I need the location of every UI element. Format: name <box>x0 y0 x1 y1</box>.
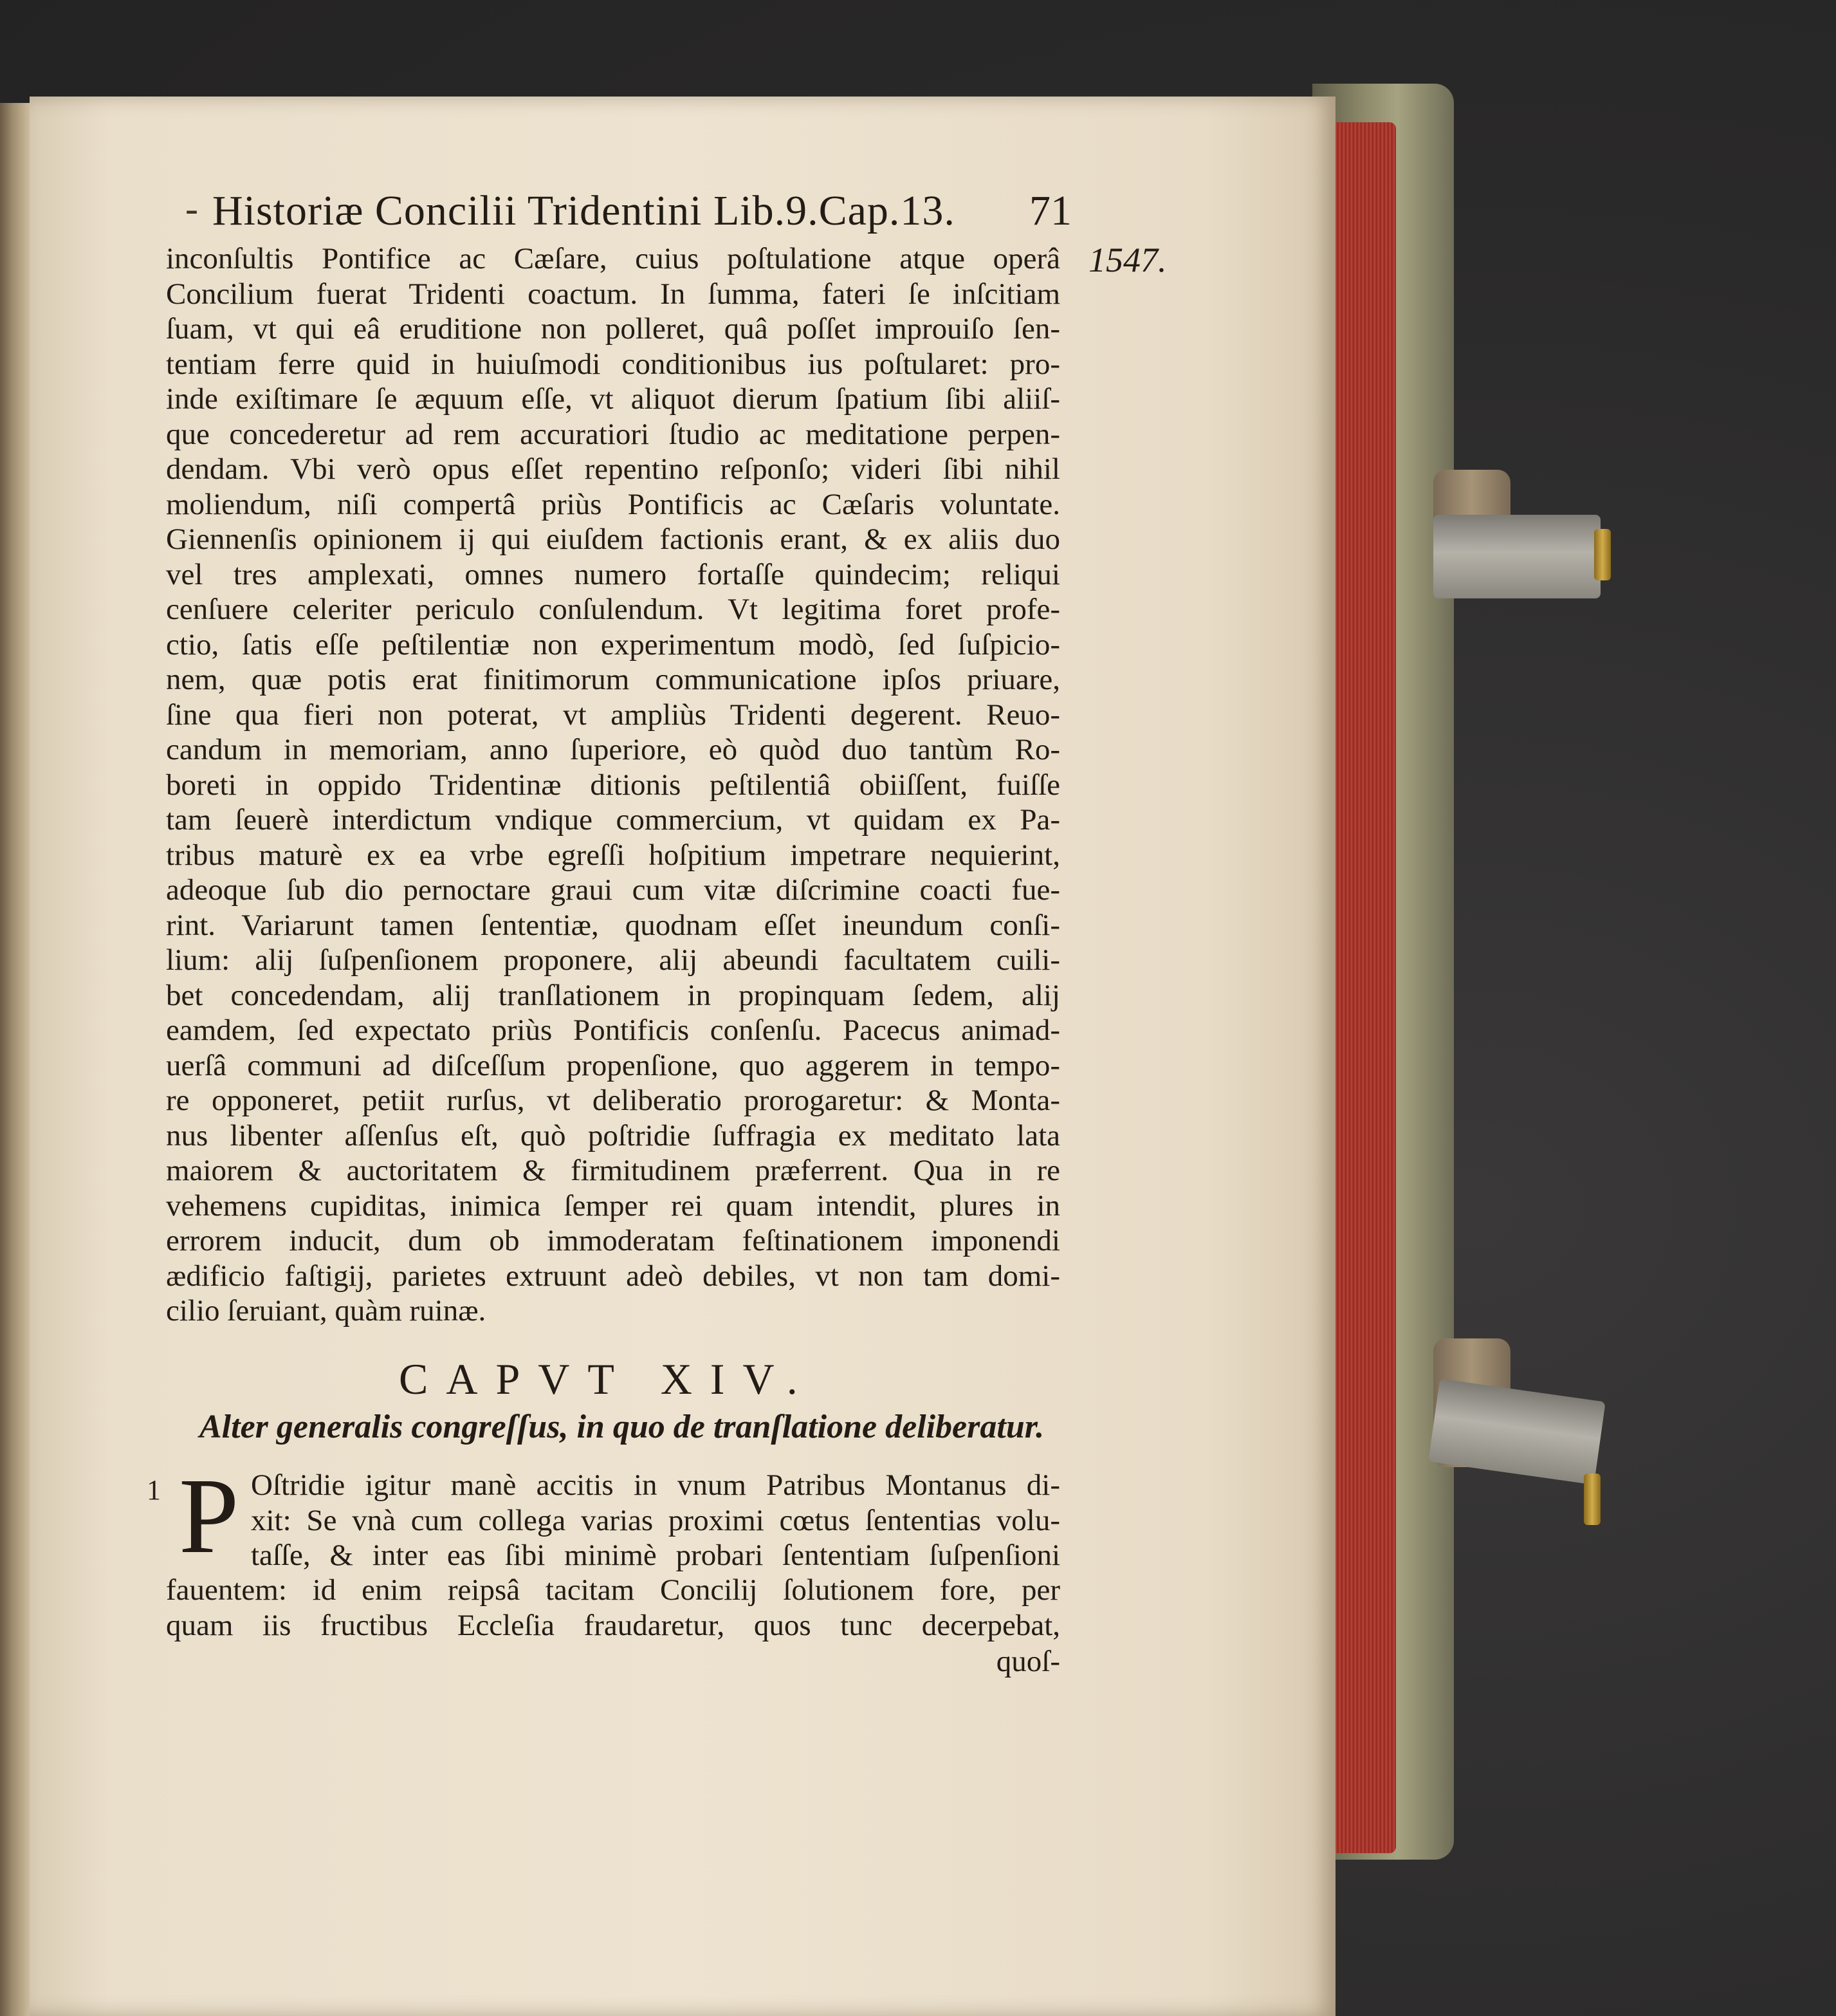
text-line: Concilium fuerat Tridenti coactum. In ſumma, fateri ſe inſcitiam <box>166 277 1060 311</box>
text-line: dendam. Vbi verò opus eſſet repentino reſponſo; videri ſibi nihil <box>166 452 1060 486</box>
text-line: cenſuere celeriter periculo conſulendum. Vt legitima foret profe- <box>166 593 1060 626</box>
text-line: ctio, ſatis eſſe peſtilentiæ non experimentum modò, ſed ſuſpicio- <box>166 627 1060 661</box>
text-line: boreti in oppido Tridentinæ ditionis peſtilentiâ obiiſſent, fuiſſe <box>166 768 1060 802</box>
text-line: tribus maturè ex ea vrbe egreſſi hoſpitium impetrare nequierint, <box>166 838 1060 872</box>
clasp-upper <box>1433 515 1601 598</box>
text-line: taſſe, & inter eas ſibi minimè probari ſententiam ſuſpenſioni <box>251 1539 1060 1572</box>
text-line: maiorem & auctoritatem & firmitudinem præferrent. Qua in re <box>166 1154 1060 1187</box>
text-line: nem, quæ potis erat finitimorum communicatione ipſos priuare, <box>166 663 1060 696</box>
text-line: vehemens cupiditas, inimica ſemper rei quam intendit, plures in <box>166 1188 1060 1223</box>
chapter-subtitle: Alter generalis congreſſus, in quo de tranſlatione deliberatur. <box>199 1409 1045 1445</box>
text-line: tam ſeuerè interdictum vndique commercium, vt quidam ex Pa- <box>166 803 1060 837</box>
clasp-pin-upper <box>1594 529 1611 580</box>
text-line: ædificio faſtigij, parietes extruunt adeò debiles, vt non tam domi- <box>166 1259 1060 1293</box>
catchword: quoſ- <box>996 1645 1060 1678</box>
text-line: cilio ſeruiant, quàm ruinæ. <box>166 1294 486 1327</box>
text-line: moliendum, niſi compertâ priùs Pontificis ac Cæſaris voluntate. <box>166 487 1060 521</box>
closing-text <box>166 1573 1060 1643</box>
text-line: uerſâ communi ad diſceſſum propenſione, quo aggerem in tempo- <box>166 1048 1060 1082</box>
paragraph-number: 1 <box>147 1474 161 1506</box>
text-line: xit: Se vnà cum collega varias proximi cœtus ſententias volu- <box>251 1503 1060 1537</box>
text-line: errorem inducit, dum ob immoderatam feſtinationem imponendi <box>166 1224 1060 1257</box>
text-line: nus libenter aſſenſus eſt, quò poſtridie ſuffragia ex meditato lata <box>166 1118 1060 1152</box>
indented-text <box>251 1468 1060 1573</box>
folio-number: 71 <box>1029 187 1072 234</box>
running-head: Historiæ Concilii Tridentini Lib.9.Cap.13. <box>212 187 955 234</box>
text-line: candum in memoriam, anno ſuperiore, eò quòd duo tantùm Ro- <box>166 733 1060 766</box>
text-line: rint. Variarunt tamen ſententiæ, quodnam eſſet ineundum conſi- <box>166 908 1060 942</box>
text-line: ſine qua fieri non poterat, vt ampliùs Tridenti degerent. Reuo- <box>166 698 1060 732</box>
text-line: re opponeret, petiit rurſus, vt deliberatio prorogaretur: & Monta- <box>166 1084 1060 1117</box>
text-line: tentiam ferre quid in huiuſmodi conditionibus ius poſtularet: pro- <box>166 347 1060 381</box>
text-line: inde exiſtimare ſe æquum eſſe, vt aliquot dierum ſpatium ſibi aliiſ- <box>166 382 1060 416</box>
text-line: fauentem: id enim reipsâ tacitam Concilij ſolutionem fore, per <box>166 1573 1060 1607</box>
drop-cap: P <box>179 1456 239 1576</box>
margin-year: 1547. <box>1088 241 1167 279</box>
text-line: ſuam, vt qui eâ eruditione non polleret, quâ poſſet improuiſo ſen- <box>166 312 1060 346</box>
text-line: bet concedendam, alij tranſlationem in propinquam ſedem, alij <box>166 978 1060 1012</box>
text-line: eamdem, ſed expectato priùs Pontificis conſenſu. Pacecus animad- <box>166 1013 1060 1047</box>
text-line: Giennenſis opinionem ij qui eiuſdem factionis erant, & ex aliis duo <box>166 522 1060 556</box>
text-line: lium: alij ſuſpenſionem proponere, alij abeundi facultatem cuili- <box>166 943 1060 977</box>
text-line: adeoque ſub dio pernoctare graui cum vitæ diſcrimine coacti fue- <box>166 873 1060 907</box>
text-line: Oſtridie igitur manè accitis in vnum Patribus Montanus di- <box>251 1468 1060 1502</box>
chapter-title: CAPVT XIV. <box>399 1355 816 1403</box>
text-line: quam iis fructibus Eccleſia fraudaretur, quos tunc decerpebat, <box>166 1608 1060 1642</box>
text-line: inconſultis Pontifice ac Cæſare, cuius poſtulatione atque operâ <box>166 242 1060 275</box>
facing-page-edge <box>0 103 30 2016</box>
clasp-pin-lower <box>1584 1474 1601 1525</box>
text-line: que concederetur ad rem accuratiori ſtudio ac meditatione perpen- <box>166 417 1060 451</box>
text-line: vel tres amplexati, omnes numero fortaſſe quindecim; reliqui <box>166 557 1060 591</box>
main-text <box>166 241 1060 1329</box>
head-dash: - <box>185 187 198 230</box>
